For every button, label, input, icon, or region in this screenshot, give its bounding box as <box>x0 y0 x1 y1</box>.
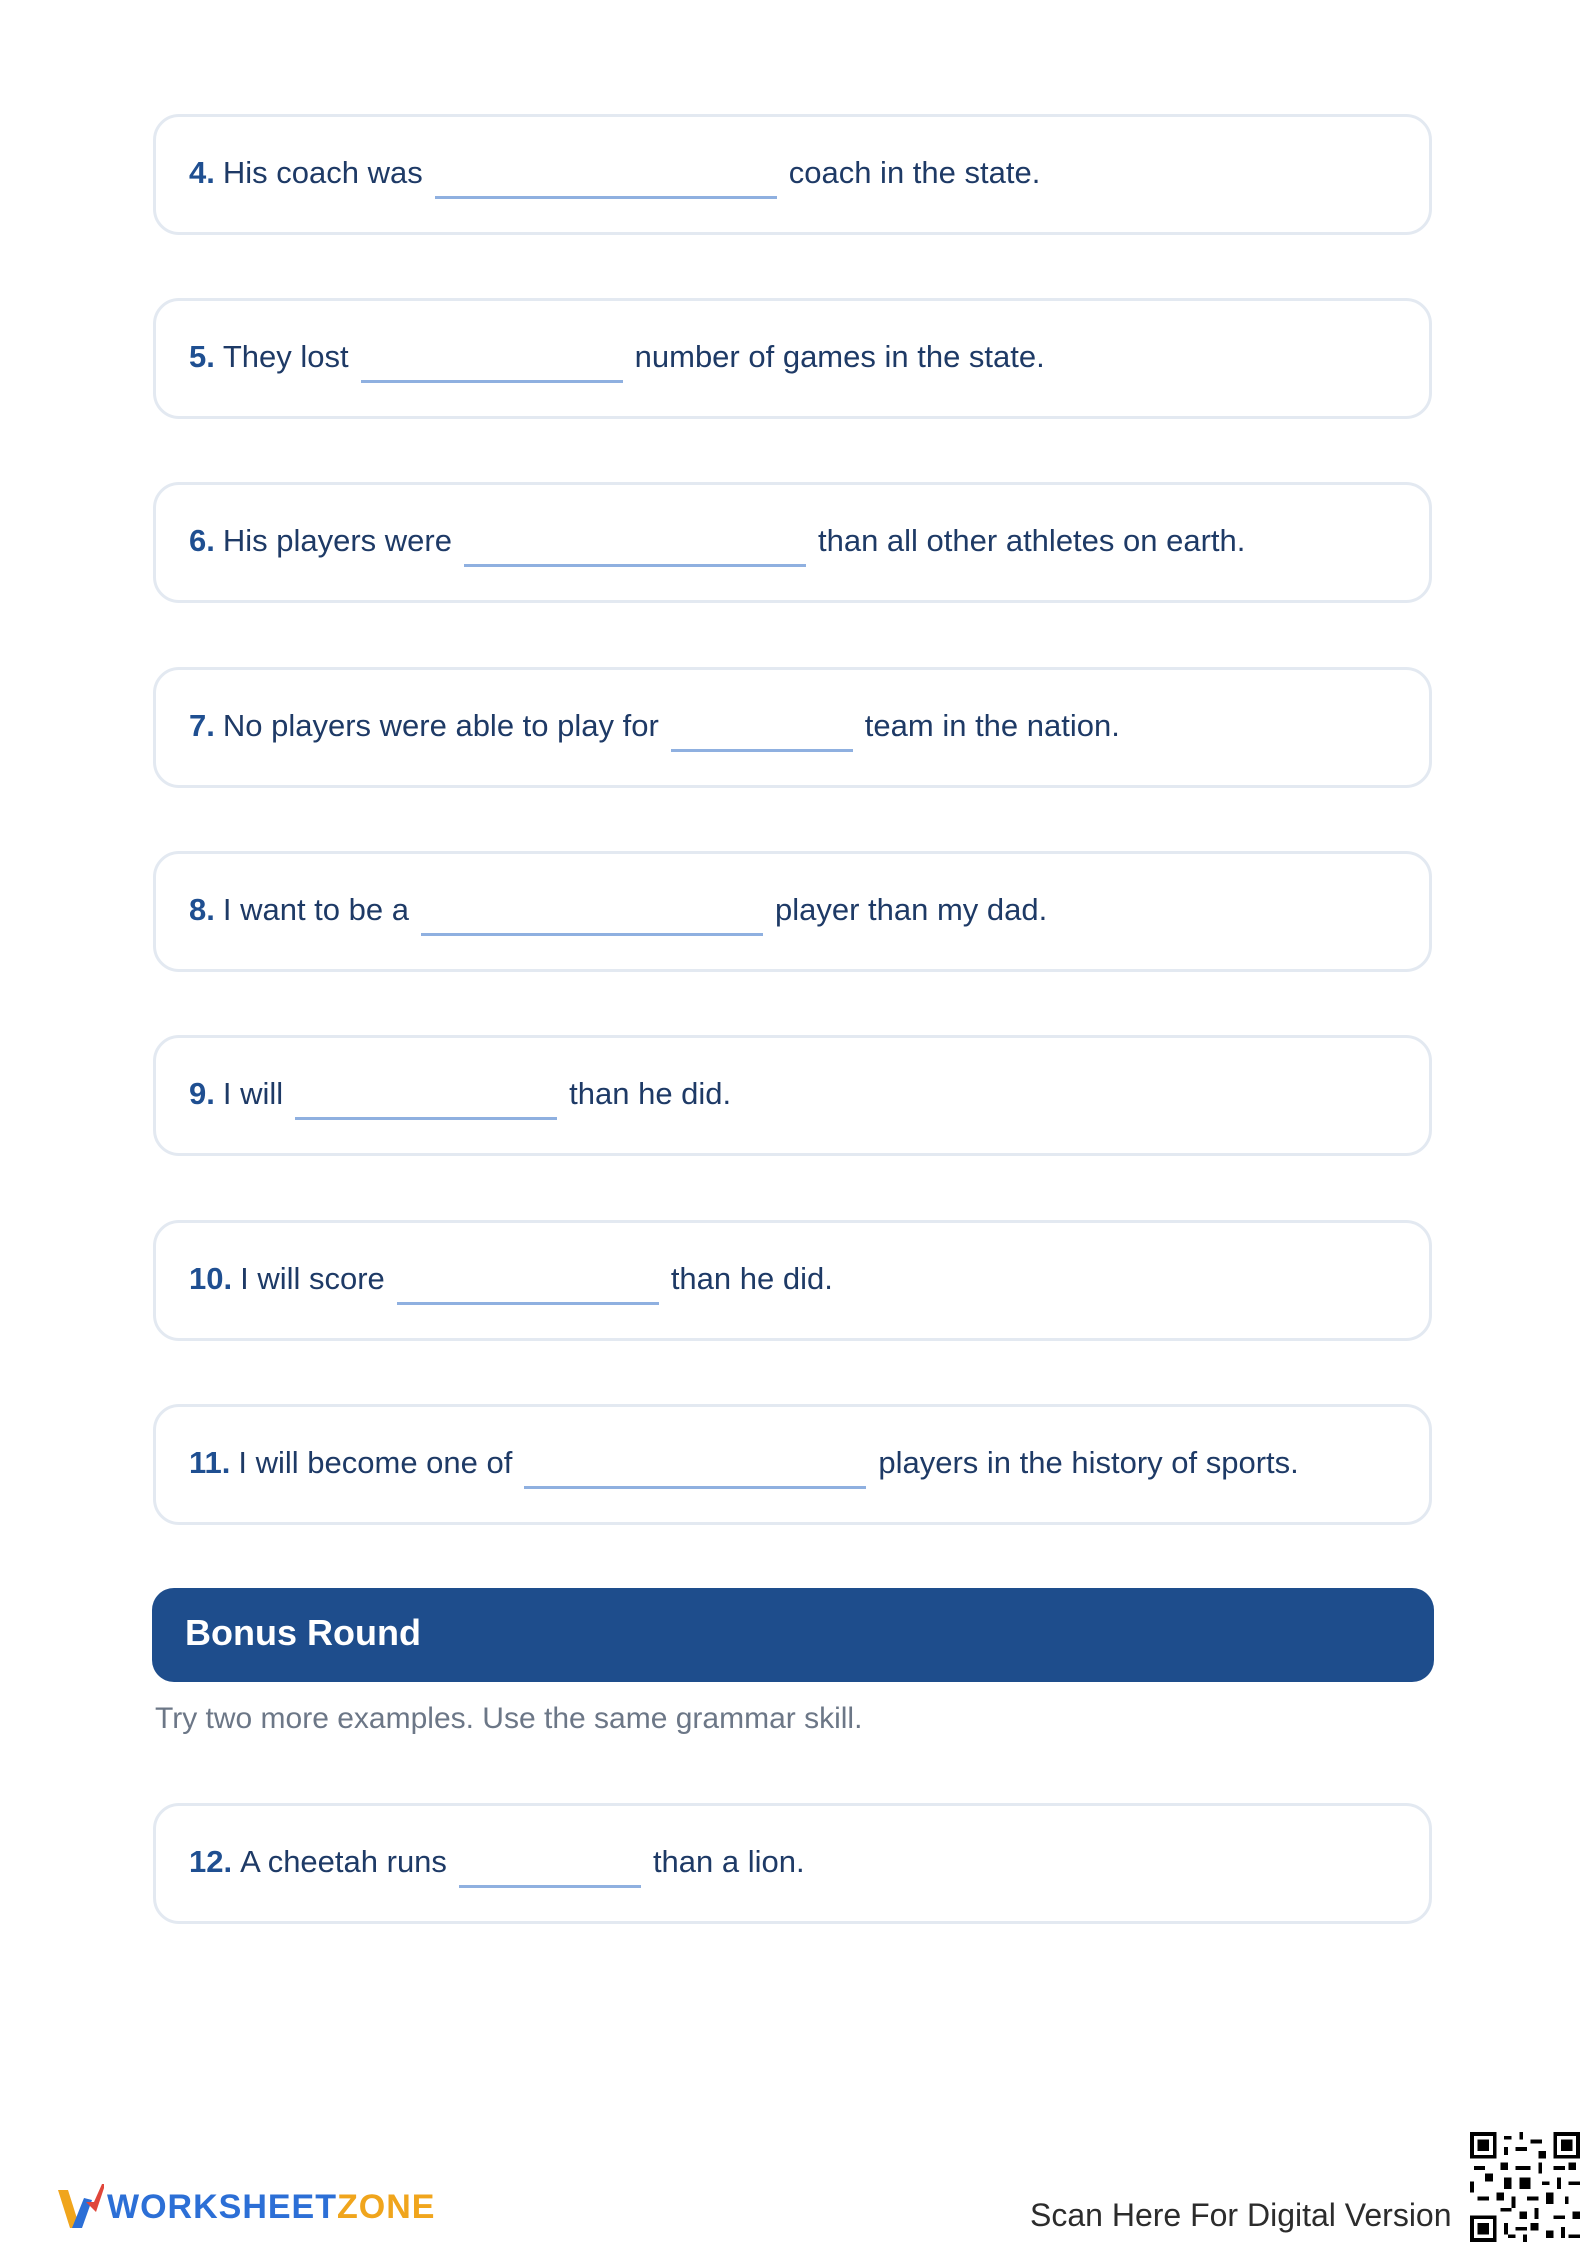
answer-blank[interactable] <box>524 1445 866 1489</box>
question-text-after: than all other athletes on earth. <box>817 523 1246 558</box>
question-card <box>153 482 1432 603</box>
question-card <box>153 1404 1432 1525</box>
brand-wordmark-part2: ZONE <box>337 2188 436 2226</box>
question-text-before: I will become one of <box>238 1445 513 1480</box>
question-card <box>153 667 1432 788</box>
scan-instruction: Scan Here For Digital Version <box>1030 2197 1452 2233</box>
question-text-after: number of games in the state. <box>634 339 1045 374</box>
question-text-after: than a lion. <box>652 1844 805 1879</box>
question-card <box>153 114 1432 235</box>
answer-blank[interactable] <box>464 523 806 567</box>
question-card <box>153 851 1432 972</box>
question-number: 7. <box>189 708 215 743</box>
qr-code-icon[interactable] <box>1470 2132 1580 2242</box>
answer-blank[interactable] <box>295 1076 557 1120</box>
answer-blank[interactable] <box>361 339 623 383</box>
question-number: 10. <box>189 1261 233 1296</box>
question-number: 8. <box>189 892 215 927</box>
answer-blank[interactable] <box>459 1844 641 1888</box>
question-card <box>153 1220 1432 1341</box>
question-text-before: His coach was <box>222 155 423 190</box>
answer-blank[interactable] <box>397 1261 659 1305</box>
answer-blank[interactable] <box>421 892 763 936</box>
question-card <box>153 1035 1432 1156</box>
question-number: 4. <box>189 155 215 190</box>
question-number: 5. <box>189 339 215 374</box>
question-text-before: I will <box>222 1076 284 1111</box>
question-number: 9. <box>189 1076 215 1111</box>
brand-wordmark-part1: WORKSHEET <box>107 2188 337 2226</box>
question-number: 6. <box>189 523 215 558</box>
question-text-before: They lost <box>222 339 349 374</box>
question-text-before: I want to be a <box>222 892 409 927</box>
question-text-after: coach in the state. <box>788 155 1041 190</box>
bonus-round-title: Bonus Round <box>185 1612 421 1653</box>
question-number: 11. <box>189 1445 231 1480</box>
answer-blank[interactable] <box>435 155 777 199</box>
question-text-before: His players were <box>222 523 452 558</box>
bonus-round-header <box>152 1588 1434 1682</box>
bonus-round-instructions: Try two more examples. Use the same grammar skill. <box>155 1702 863 1735</box>
brand-wordmark <box>107 2188 435 2227</box>
answer-blank[interactable] <box>671 708 853 752</box>
question-text-before: No players were able to play for <box>222 708 659 743</box>
question-text-after: player than my dad. <box>774 892 1048 927</box>
question-number: 12. <box>189 1844 233 1879</box>
question-text-after: than he did. <box>670 1261 833 1296</box>
worksheetzone-logo-icon <box>56 2178 106 2238</box>
question-card <box>153 1803 1432 1924</box>
question-text-after: players in the history of sports. <box>878 1445 1299 1480</box>
question-text-before: I will score <box>240 1261 385 1296</box>
question-text-after: team in the nation. <box>864 708 1120 743</box>
question-text-after: than he did. <box>569 1076 732 1111</box>
question-text-before: A cheetah runs <box>240 1844 447 1879</box>
question-card <box>153 298 1432 419</box>
